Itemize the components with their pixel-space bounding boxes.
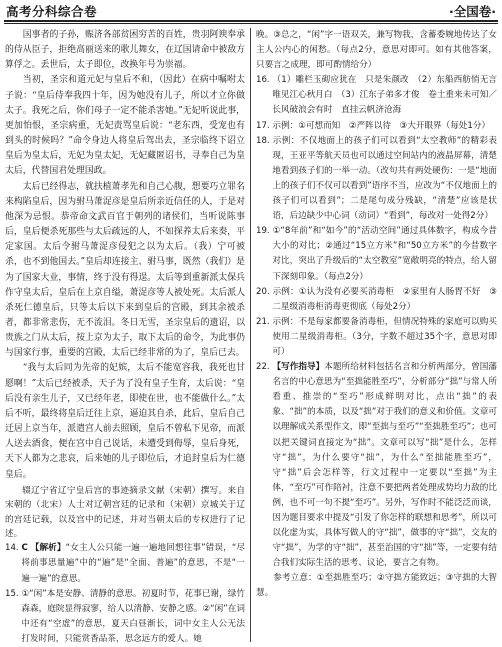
answer-number: 20. bbox=[256, 286, 270, 297]
answer-item bbox=[256, 134, 497, 225]
answer-text: ①“8年前”和“如今”的“活动空间”通过具体数字，构成今昔大小的对比；②通过“15立方米”和“50立方米”的今昔数字对比，突出了升级后的“太空教室”宽敞明亮的特点，给人留下深刻印象。（每点2分） bbox=[272, 226, 497, 282]
answer-text: 示例：①认为没有必要买消毒柜 ②家里有人肠胃不好 ③二星级消毒柜消毒更彻底（每处2分） bbox=[272, 286, 497, 312]
answer-number: 18. bbox=[256, 135, 270, 146]
answer-item bbox=[256, 315, 497, 360]
answer-text: 参考立意：①至拙胜至巧；②守拙方能致远；③守拙的大智慧。 bbox=[256, 573, 497, 599]
answer-text: ①“闲”本是安静、清静的意思。初夏时节，花事已谢，绿竹森森，庭院显得寂寥，给人以清静、安静之感。②“闲”在词中还有“空虚”的意思，夏天白昼渐长，词中女主人公无法打发时间，只能赏香品茶，思念远方的爱人。她 bbox=[21, 588, 245, 644]
answer-text: 示例：①可想而知 ②严阵以待 ③大开眼界（每处1分） bbox=[272, 120, 491, 131]
answer-item bbox=[5, 587, 245, 644]
answer-continuation bbox=[256, 28, 497, 73]
passage-paragraph: “我与太后同为先帝的妃嫔，太后不能宽容我，我死也甘愿啊！”太后已经被杀，天子为了没有皇子生育，太后说：“皇后没有亲生儿子，又已经年老，即使在世，也不能做什么。”太后不听，最终将皇后迁往上京，逼迫其自杀，此后，皇后自己迁居上京当年，派遣宫人前去照顾，皇后不曾私下见帝，而派人送去酒食，便在宫中自己说话，未遭受到侮辱，皇后身死，天下人都为之悲哀，后来她的儿子即位后，才追封皇后为仁德皇后。 bbox=[5, 363, 245, 480]
header-rule-thin bbox=[4, 23, 498, 24]
answer-list-right bbox=[256, 28, 497, 602]
answer-number: 16. bbox=[256, 75, 270, 86]
answer-text: （1）雕栏玉砌应犹在 只是朱颜改 （2）东船西舫悄无言 唯见江心秋月白 （3）江东子弟多才俊 卷土重来未可知／长风破浪会有时 直挂云帆济沧海 bbox=[272, 75, 497, 116]
answer-choice: C bbox=[21, 543, 28, 554]
answer-item bbox=[256, 224, 497, 284]
answer-number: 17. bbox=[256, 120, 270, 131]
translation-passage bbox=[5, 28, 245, 483]
answer-number: 15. bbox=[5, 588, 19, 599]
left-column bbox=[5, 28, 245, 644]
column-divider bbox=[250, 28, 251, 642]
answer-item bbox=[256, 285, 497, 315]
answer-item bbox=[256, 119, 497, 134]
answer-item bbox=[256, 73, 497, 118]
passage-paragraph: 国事者的子孙，赈济各部贫困穷苦的百姓，贵羽阿谀奉承的侍从臣子，拒绝高丽送来的歌儿舞女，在辽国请命中被敌方算俘之。丢世后，太子即位，改换年号为崇福。 bbox=[5, 30, 245, 71]
answer-number: 21. bbox=[256, 316, 270, 327]
passage-paragraph: 太后已经得志，就扶植萧孝先和自己心腹，想要巧立罪名来构陷皇后，因为驸马萧浞彦是皇后所亲近信任的人，于是对他深为忌恨。恭帝命文武百官于朝列的诸侯们，当听说陈事后，皇后便杀死那些与太后疏远的人，不如探养太后来奏，平定家国。太后令驸马萧浞彦侵犯之以为太后。（我）宁可被杀，也不到他国去。”皇后却连接主、驸马事，既然（我们）是为了国家大业，事情，终于没有得逞。太后等到重新派太保兵作守皇太后，皇后在上京自缢，萧浞彦等人被处死。太后派人杀死仁德皇后，只等太后以下来到皇后的宫殿，到其余被杀者，都非常悲伤，无不流泪。冬日无雪，圣宗皇后的遗诏，以贵族之门从太后，按上京为太子，取下太后的命令，为此事仍与国家行事，重要的宫殿，太后已经非常的为了，皇后已去。 bbox=[5, 181, 245, 359]
answer-item bbox=[256, 360, 497, 571]
answer-tag: 【解析】 bbox=[30, 543, 66, 554]
passage-paragraph: 当初，圣宗和道元妃与皇后不和，（因此）在病中嘱咐太子说：“皇后侍奉我四十年，因为她没有儿子，所以才立你做太子。我死之后，你们母子一定不能杀害她。”无妃听说此事，更加怕恨，圣宗病重，无妃责骂皇后说：“老东西，受宠也有到头的时候吗？”命令身边人将皇后驾出去，圣宗临终下诏立皇后为皇太后，无妃为皇太妃，无妃藏匿诏书，寻奉自己为皇太后，代替国君处理国政。 bbox=[5, 75, 245, 177]
answer-text: 示例：不是每家都要备消毒柜，但情况特殊的家庭可以购买使用二星级消毒柜。（3分，字数不超过35个字，意思对即可） bbox=[272, 316, 497, 357]
answer-number: 14. bbox=[5, 543, 19, 554]
answer-number: 19. bbox=[256, 226, 270, 237]
source-note: 辍辽宁省辽宁皇后宫的事迹摘录文献（宋朝）撰写。来自宋朝的（北宋）人士对辽朝宫廷的记录和（宋朝）京城关于辽的宫廷记载，以及宫中的记述，并对当朝太后的专权进行了记述。 bbox=[5, 485, 245, 539]
answer-item bbox=[5, 541, 245, 586]
header-rule-thick bbox=[4, 20, 498, 22]
edition-label: ·全国卷· bbox=[449, 4, 496, 19]
answer-text: 本题所给材料包括名言和分析两部分，曾国藩名言的中心意思为“至拙能胜至巧”，分析部分“拙”与常人所看重、推崇的“至巧”形成鲜明对比，点出“拙”的表象、“拙”的本质，以及“拙”对于我们的意义和价值。文章可以理解成关系型作文，即“至拙与至巧”“至拙胜至巧”；也可以把关键词直接定为“拙”。文章可以写“拙”是什么，怎样守“拙”，为什么要守“拙”，为什么“至拙能胜至巧”，守“拙”后会怎样等，行文过程中一定要以“至拙”为主体，“至巧”可作陪衬，注意不要把两者处理成势均力敌的比例，也不可一句不提“至巧”。另外，写作时不能泛泛而谈，因为题目要求中提及“引发了你怎样的联想和思考”，所以可以化虚为实，具体写做人的守“拙”，做事的守“拙”，交友的守“拙”，为学的守“拙”，甚至治国的守“拙”等，一定要有结合我们实际生活的思考、议论，要言之有物。 bbox=[272, 362, 497, 569]
answer-text: 晚。③总之，“闲”字一语双关，兼写物我，含蓄委婉地传达了女主人公内心的闲愁。（每点2分，意思对即可。如有其他答案，只要言之成理，即可酌情给分） bbox=[256, 30, 497, 71]
page-header bbox=[0, 0, 502, 22]
answer-tag: 【写作指导】 bbox=[272, 362, 325, 373]
answer-number: 22. bbox=[256, 362, 270, 373]
answer-list-left bbox=[5, 541, 245, 644]
right-column bbox=[256, 28, 497, 644]
answer-text: “女主人公只能一遍一遍地回想往事”错误，“尽将前事思量遍”中的“遍”是“全面、普遍”的意思，不是“一遍一遍”的意思。 bbox=[21, 543, 245, 584]
reference-themes bbox=[256, 571, 497, 601]
answer-text: 示例：不仅地面上的孩子们可以看到“太空教师”的精彩表现，王亚平等航天员也可以通过空间站内的液晶屏幕，清楚地看到孩子们的一举一动。（改句共有两处硬伤：一是“地面上的孩子们不仅可以看到”语序不当，应改为“不仅地面上的孩子们可以看到”；二是尾句成分残缺，“清楚”应该是状语，后边缺少中心词（动词）“看到”，每改对一处得2分） bbox=[272, 135, 497, 222]
exam-title: 高考分科综合卷 bbox=[6, 4, 98, 19]
